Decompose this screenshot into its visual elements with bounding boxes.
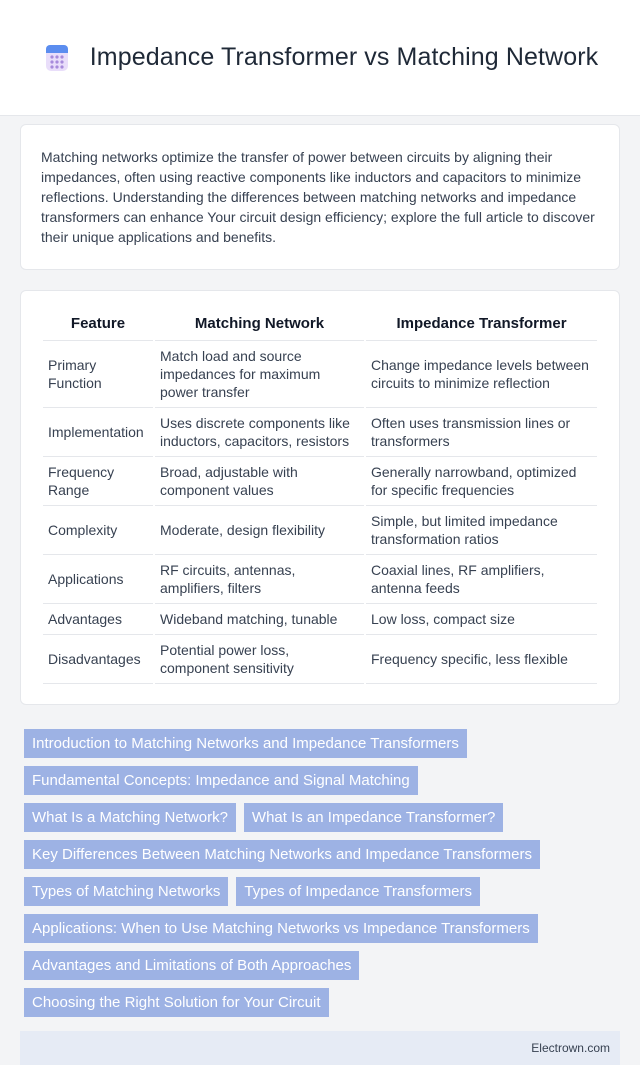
link-types-matching-networks[interactable]: Types of Matching Networks	[24, 877, 228, 906]
table-cell: Broad, adjustable with component values	[155, 457, 364, 506]
link-fundamental-concepts[interactable]: Fundamental Concepts: Impedance and Signal Matching	[24, 766, 418, 795]
table-header-row	[43, 307, 597, 341]
page-header	[0, 0, 640, 116]
intro-text: Matching networks optimize the transfer of power between circuits by aligning their impedances, often using reactive components like inductors and capacitors to minimize reflections. Understanding the differences between matching networks and impedance transformers can enhance Your circuit design efficiency; explore the full article to discover their unique applications and benefits.	[41, 149, 595, 245]
table-cell: Complexity	[43, 506, 153, 555]
table-cell: Change impedance levels between circuits to minimize reflection	[366, 341, 597, 408]
link-applications[interactable]: Applications: When to Use Matching Networks vs Impedance Transformers	[24, 914, 538, 943]
table-cell: Coaxial lines, RF amplifiers, antenna feeds	[366, 555, 597, 604]
table-cell: Simple, but limited impedance transformation ratios	[366, 506, 597, 555]
table-cell: Uses discrete components like inductors, capacitors, resistors	[155, 408, 364, 457]
table-row	[43, 341, 597, 408]
table-cell: Often uses transmission lines or transformers	[366, 408, 597, 457]
table-cell: Generally narrowband, optimized for specific frequencies	[366, 457, 597, 506]
link-introduction[interactable]: Introduction to Matching Networks and Impedance Transformers	[24, 729, 467, 758]
column-header-feature: Feature	[43, 307, 153, 341]
table-cell: Potential power loss, component sensitivity	[155, 635, 364, 684]
column-header-impedance-transformer: Impedance Transformer	[366, 307, 597, 341]
header-inner	[42, 43, 598, 73]
table-cell: Advantages	[43, 604, 153, 635]
table-cell: Implementation	[43, 408, 153, 457]
footer-brand: Electrown.com	[531, 1041, 610, 1055]
table-cell: Match load and source impedances for maximum power transfer	[155, 341, 364, 408]
comparison-table-card	[20, 290, 620, 705]
related-links	[20, 729, 620, 1017]
link-what-is-impedance-transformer[interactable]: What Is an Impedance Transformer?	[244, 803, 503, 832]
table-row	[43, 604, 597, 635]
table-cell: Frequency specific, less flexible	[366, 635, 597, 684]
table-cell: Low loss, compact size	[366, 604, 597, 635]
link-key-differences[interactable]: Key Differences Between Matching Networks and Impedance Transformers	[24, 840, 540, 869]
table-cell: Moderate, design flexibility	[155, 506, 364, 555]
table-row	[43, 408, 597, 457]
table-cell: Applications	[43, 555, 153, 604]
link-choosing-solution[interactable]: Choosing the Right Solution for Your Circuit	[24, 988, 329, 1017]
page-title: Impedance Transformer vs Matching Network	[89, 43, 599, 71]
table-row	[43, 506, 597, 555]
intro-card	[20, 124, 620, 270]
table-row	[43, 635, 597, 684]
table-cell: Disadvantages	[43, 635, 153, 684]
link-types-impedance-transformers[interactable]: Types of Impedance Transformers	[236, 877, 480, 906]
table-cell: Frequency Range	[43, 457, 153, 506]
page-footer	[20, 1031, 620, 1065]
link-what-is-matching-network[interactable]: What Is a Matching Network?	[24, 803, 236, 832]
calculator-icon	[42, 43, 72, 73]
link-advantages-limitations[interactable]: Advantages and Limitations of Both Approaches	[24, 951, 359, 980]
comparison-table	[41, 307, 599, 684]
column-header-matching-network: Matching Network	[155, 307, 364, 341]
table-row	[43, 457, 597, 506]
table-cell: RF circuits, antennas, amplifiers, filters	[155, 555, 364, 604]
table-cell: Primary Function	[43, 341, 153, 408]
table-row	[43, 555, 597, 604]
table-cell: Wideband matching, tunable	[155, 604, 364, 635]
